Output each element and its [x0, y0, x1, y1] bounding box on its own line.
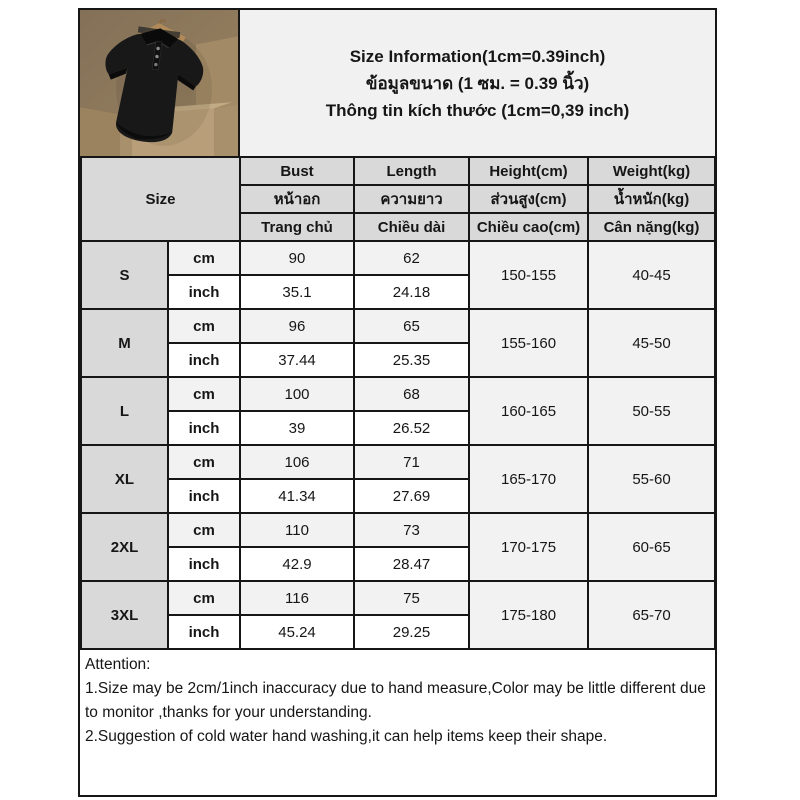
length-inch-value: 29.25 — [354, 615, 469, 649]
polo-shirt-graphic — [80, 10, 238, 156]
unit-label: inch — [168, 615, 240, 649]
bust-inch-value: 39 — [240, 411, 354, 445]
attention-note — [80, 650, 715, 795]
size-column-header: Size — [81, 157, 240, 241]
unit-label: inch — [168, 411, 240, 445]
col-header-height-th: ส่วนสูง(cm) — [469, 185, 588, 213]
title-th: ข้อมูลขนาด (1 ซม. = 0.39 นิ้ว) — [365, 73, 590, 93]
size-label-xl: XL — [81, 445, 168, 513]
height-range: 155-160 — [469, 309, 588, 377]
table-row — [81, 309, 715, 343]
bust-cm-value: 100 — [240, 377, 354, 411]
unit-label: cm — [168, 513, 240, 547]
col-header-length-th: ความยาว — [354, 185, 469, 213]
attention-line-1: 1.Size may be 2cm/1inch inaccuracy due to hand measure,Color may be little different due to monitor ,thanks for your understanding. — [85, 680, 706, 721]
height-range: 165-170 — [469, 445, 588, 513]
unit-label: cm — [168, 377, 240, 411]
col-header-bust-vi: Trang chủ — [240, 213, 354, 241]
bust-cm-value: 90 — [240, 241, 354, 275]
col-header-height-en: Height(cm) — [469, 157, 588, 185]
weight-range: 65-70 — [588, 581, 715, 649]
height-range: 160-165 — [469, 377, 588, 445]
size-label-l: L — [81, 377, 168, 445]
size-chart-sheet — [78, 8, 717, 797]
table-row — [81, 445, 715, 479]
title-vi: Thông tin kích thước (1cm=0,39 inch) — [325, 100, 630, 120]
bust-inch-value: 45.24 — [240, 615, 354, 649]
unit-label: cm — [168, 241, 240, 275]
unit-label: inch — [168, 479, 240, 513]
bust-inch-value: 35.1 — [240, 275, 354, 309]
product-photo — [80, 10, 240, 156]
table-row — [81, 377, 715, 411]
size-label-2xl: 2XL — [81, 513, 168, 581]
weight-range: 60-65 — [588, 513, 715, 581]
table-row — [81, 513, 715, 547]
weight-range: 45-50 — [588, 309, 715, 377]
bust-inch-value: 41.34 — [240, 479, 354, 513]
title-en: Size Information(1cm=0.39inch) — [349, 46, 606, 66]
length-cm-value: 65 — [354, 309, 469, 343]
col-header-bust-en: Bust — [240, 157, 354, 185]
col-header-length-en: Length — [354, 157, 469, 185]
attention-line-2: 2.Suggestion of cold water hand washing,it can help items keep their shape. — [85, 728, 608, 745]
table-row — [81, 581, 715, 615]
unit-label: cm — [168, 309, 240, 343]
length-cm-value: 68 — [354, 377, 469, 411]
height-range: 170-175 — [469, 513, 588, 581]
col-header-length-vi: Chiều dài — [354, 213, 469, 241]
col-header-height-vi: Chiều cao(cm) — [469, 213, 588, 241]
size-label-m: M — [81, 309, 168, 377]
col-header-weight-vi: Cân nặng(kg) — [588, 213, 715, 241]
size-table — [80, 156, 716, 650]
weight-range: 55-60 — [588, 445, 715, 513]
size-label-s: S — [81, 241, 168, 309]
top-band — [80, 10, 715, 156]
bust-cm-value: 96 — [240, 309, 354, 343]
length-inch-value: 27.69 — [354, 479, 469, 513]
col-header-bust-th: หน้าอก — [240, 185, 354, 213]
bust-inch-value: 42.9 — [240, 547, 354, 581]
col-header-weight-en: Weight(kg) — [588, 157, 715, 185]
bust-cm-value: 116 — [240, 581, 354, 615]
length-inch-value: 26.52 — [354, 411, 469, 445]
unit-label: inch — [168, 275, 240, 309]
unit-label: cm — [168, 581, 240, 615]
weight-range: 50-55 — [588, 377, 715, 445]
attention-title: Attention: — [85, 656, 151, 673]
title-block — [240, 10, 715, 156]
length-inch-value: 28.47 — [354, 547, 469, 581]
bust-cm-value: 106 — [240, 445, 354, 479]
weight-range: 40-45 — [588, 241, 715, 309]
unit-label: inch — [168, 547, 240, 581]
col-header-weight-th: น้ำหนัก(kg) — [588, 185, 715, 213]
length-cm-value: 73 — [354, 513, 469, 547]
height-range: 150-155 — [469, 241, 588, 309]
table-row — [81, 241, 715, 275]
unit-label: inch — [168, 343, 240, 377]
length-inch-value: 24.18 — [354, 275, 469, 309]
length-cm-value: 75 — [354, 581, 469, 615]
length-cm-value: 71 — [354, 445, 469, 479]
backdrop-left-block — [80, 107, 120, 156]
bust-cm-value: 110 — [240, 513, 354, 547]
length-cm-value: 62 — [354, 241, 469, 275]
length-inch-value: 25.35 — [354, 343, 469, 377]
height-range: 175-180 — [469, 581, 588, 649]
size-label-3xl: 3XL — [81, 581, 168, 649]
unit-label: cm — [168, 445, 240, 479]
bust-inch-value: 37.44 — [240, 343, 354, 377]
